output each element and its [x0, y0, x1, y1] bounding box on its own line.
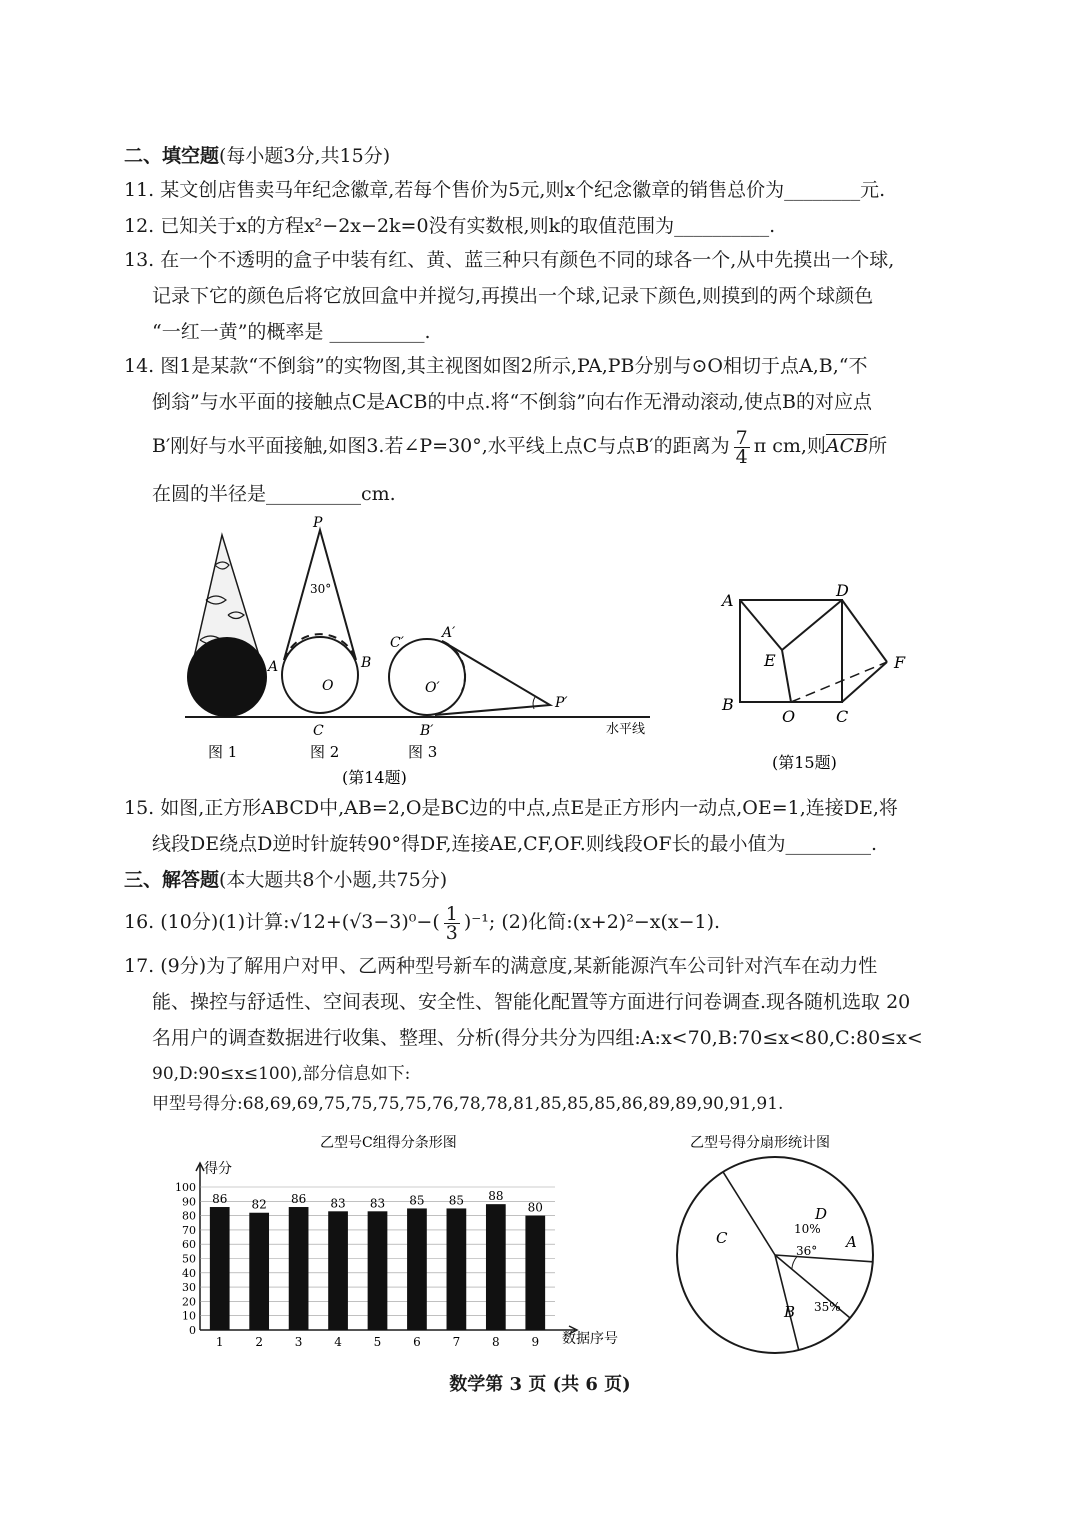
figure-1-label: 图 1	[208, 743, 238, 761]
question-15-line-1: 15. 如图,正方形ABCD中,AB=2,O是BC边的中点,点E是正方形内一动点,OE=1,连接DE,将	[124, 797, 898, 819]
fraction-denominator: 4	[735, 445, 748, 468]
bar-y-tick-label: 70	[182, 1223, 196, 1237]
bar-y-tick-label: 40	[182, 1266, 196, 1280]
fraction-denominator: 3	[445, 921, 458, 944]
bar-category-label: 4	[334, 1335, 342, 1349]
label-15-C: C	[836, 707, 849, 726]
bar-category-label: 2	[255, 1335, 263, 1349]
bar-chart	[160, 1125, 640, 1360]
section-3-note: (本大题共8个小题,共75分)	[219, 869, 448, 891]
bar-category-label: 6	[413, 1335, 421, 1349]
label-15-F: F	[894, 653, 906, 672]
question-14-line-3-unit: π cm,则	[753, 435, 826, 457]
pie-chart-title: 乙型号得分扇形统计图	[690, 1135, 830, 1151]
bar-y-tick-label: 50	[182, 1252, 196, 1266]
figure-2-tumbler	[282, 530, 358, 713]
label-C-prime: C′	[390, 635, 404, 651]
question-16-part-a: 16. (10分)(1)计算:√12+(√3−3)⁰−(	[124, 911, 440, 933]
figure-14-caption: (第14题)	[342, 768, 407, 785]
figure-3-tumbler	[389, 639, 550, 715]
fraction-numerator: 1	[445, 902, 458, 925]
tumbler-photo	[187, 535, 267, 717]
label-15-E: E	[764, 651, 776, 670]
bar-category-label: 3	[294, 1335, 303, 1349]
bar-y-tick-label: 80	[182, 1209, 196, 1223]
bar-category-label: 9	[531, 1335, 540, 1349]
pie-annotation-A: 36°	[796, 1244, 818, 1258]
bar-value-label: 83	[369, 1196, 386, 1211]
bar-value-label: 85	[409, 1193, 425, 1208]
pie-label-A: A	[846, 1233, 857, 1251]
bar-category-label: 5	[373, 1335, 382, 1349]
pie-label-B: B	[784, 1303, 796, 1321]
bar-value-label: 85	[448, 1193, 465, 1208]
section-2-heading	[124, 142, 984, 170]
bar	[486, 1204, 506, 1330]
pie-label-C: C	[716, 1229, 728, 1247]
question-13-line-3: “一红一黄”的概率是 __________.	[152, 321, 431, 343]
bar	[447, 1208, 467, 1330]
bar-y-tick-label: 20	[182, 1295, 196, 1309]
bar-category-label: 1	[215, 1335, 224, 1349]
bar-chart-xlabel: 数据序号	[562, 1331, 618, 1347]
fraction-numerator: 7	[735, 426, 748, 449]
arc-acb: $\overline{ACB}$	[825, 435, 869, 457]
bar-y-tick-label: 30	[182, 1281, 196, 1295]
question-15-line-2: 线段DE绕点D逆时针旋转90°得DF,连接AE,CF,OF.则线段OF长的最小值为_________.	[152, 833, 878, 855]
label-O: O	[322, 678, 334, 694]
ground-label: 水平线	[606, 722, 646, 737]
label-15-D: D	[836, 581, 849, 600]
label-P-prime: P′	[555, 695, 568, 711]
question-11: 11. 某文创店售卖马年纪念徽章,若每个售价为5元,则x个纪念徽章的销售总价为________元.	[124, 179, 886, 201]
bar-y-tick-label: 90	[182, 1195, 196, 1209]
square-abcd	[740, 600, 887, 702]
bar	[289, 1207, 309, 1330]
fraction-7-4	[734, 426, 750, 468]
bar	[249, 1213, 269, 1330]
bar-y-tick-label: 60	[182, 1238, 196, 1252]
label-B: B	[361, 655, 372, 671]
label-A-prime: A′	[442, 625, 456, 641]
bar-value-label: 86	[212, 1192, 228, 1207]
question-14-line-2: 倒翁”与水平面的接触点C是ACB的中点.将“不倒翁”向右作无滑动滚动,使点B的对应点	[152, 391, 872, 413]
pie-chart-slices	[723, 1172, 873, 1350]
figure-14	[170, 505, 670, 785]
label-15-O: O	[782, 707, 796, 726]
bar-value-label: 80	[527, 1200, 543, 1215]
label-A: A	[268, 659, 279, 675]
bar-value-label: 82	[251, 1197, 267, 1212]
figure-2-label: 图 2	[310, 743, 340, 761]
label-C: C	[313, 723, 324, 739]
bar	[407, 1208, 427, 1330]
label-15-A: A	[722, 591, 734, 610]
section-3-title: 三、解答题	[124, 869, 220, 891]
bar-category-label: 8	[492, 1335, 500, 1349]
figure-15-caption: (第15题)	[772, 753, 837, 772]
bar-chart-bars	[210, 1189, 545, 1349]
bar-chart-title: 乙型号C组得分条形图	[320, 1135, 457, 1151]
question-17-line-3: 名用户的调查数据进行收集、整理、分析(得分共分为四组:A:x<70,B:70≤x<80,C:80≤x<	[152, 1027, 923, 1049]
bar-y-tick-label: 0	[189, 1324, 196, 1337]
fraction-1-3	[444, 902, 460, 944]
pie-chart	[660, 1125, 920, 1360]
bar-y-tick-label: 100	[175, 1181, 196, 1194]
bar-chart-ylabel: 得分	[204, 1161, 232, 1177]
pie-angle-arc	[792, 1257, 797, 1270]
pie-slice-boundary	[775, 1255, 873, 1262]
bar-value-label: 86	[290, 1192, 307, 1207]
pie-label-D: D	[815, 1205, 828, 1223]
label-O-prime: O′	[425, 680, 440, 696]
page-footer: 数学第 3 页 (共 6 页)	[449, 1374, 631, 1395]
bar	[210, 1207, 230, 1330]
pie-annotation-B: 35%	[814, 1300, 841, 1314]
pie-slice-boundary	[723, 1172, 775, 1255]
bar-value-label: 88	[488, 1189, 504, 1204]
question-14-line-4: 在圆的半径是__________cm.	[152, 483, 396, 505]
label-B-prime: B′	[420, 723, 434, 739]
section-2-title: 二、填空题	[124, 145, 220, 167]
bar	[525, 1216, 545, 1330]
label-15-B: B	[722, 695, 734, 714]
question-17-line-2: 能、操控与舒适性、空间表现、安全性、智能化配置等方面进行问卷调查.现各随机选取 20	[152, 991, 911, 1013]
question-13-line-1: 13. 在一个不透明的盒子中装有红、黄、蓝三种只有颜色不同的球各一个,从中先摸出一个球,	[124, 249, 895, 271]
question-14-line-1: 14. 图1是某款“不倒翁”的实物图,其主视图如图2所示,PA,PB分别与⊙O相切于点A,B,“不	[124, 355, 868, 377]
question-13-line-2: 记录下它的颜色后将它放回盒中并搅匀,再摸出一个球,记录下颜色,则摸到的两个球颜色	[152, 285, 874, 307]
section-3-heading	[124, 866, 984, 894]
question-14-line-3	[152, 428, 1012, 466]
bar-category-label: 7	[452, 1335, 461, 1349]
figure-15	[712, 580, 932, 780]
question-17-line-1: 17. (9分)为了解用户对甲、乙两种型号新车的满意度,某新能源汽车公司针对汽车在动力性	[124, 955, 878, 977]
question-14-line-3-end: 所	[868, 435, 888, 457]
bar	[368, 1211, 388, 1330]
question-16-part-b: )⁻¹; (2)化简:(x+2)²−x(x−1).	[463, 911, 721, 933]
question-14-line-3-text: B′刚好与水平面接触,如图3.若∠P=30°,水平线上点C与点B′的距离为	[152, 435, 730, 457]
question-16	[124, 904, 984, 942]
bar-y-tick-label: 10	[182, 1309, 196, 1323]
figure-3-label: 图 3	[408, 743, 438, 761]
question-17-line-4: 90,D:90≤x≤100),部分信息如下:	[152, 1064, 411, 1084]
label-P: P	[313, 515, 323, 531]
section-2-note: (每小题3分,共15分)	[219, 145, 391, 167]
bar	[328, 1211, 348, 1330]
question-12: 12. 已知关于x的方程x²−2x−2k=0没有实数根,则k的取值范围为__________.	[124, 215, 776, 237]
pie-annotation-D: 10%	[794, 1222, 821, 1236]
label-angle-30: 30°	[310, 582, 332, 596]
question-17-line-5: 甲型号得分:68,69,69,75,75,75,75,76,78,78,81,85,85,85,86,89,89,90,91,91.	[152, 1094, 784, 1114]
bar-value-label: 83	[330, 1196, 346, 1211]
